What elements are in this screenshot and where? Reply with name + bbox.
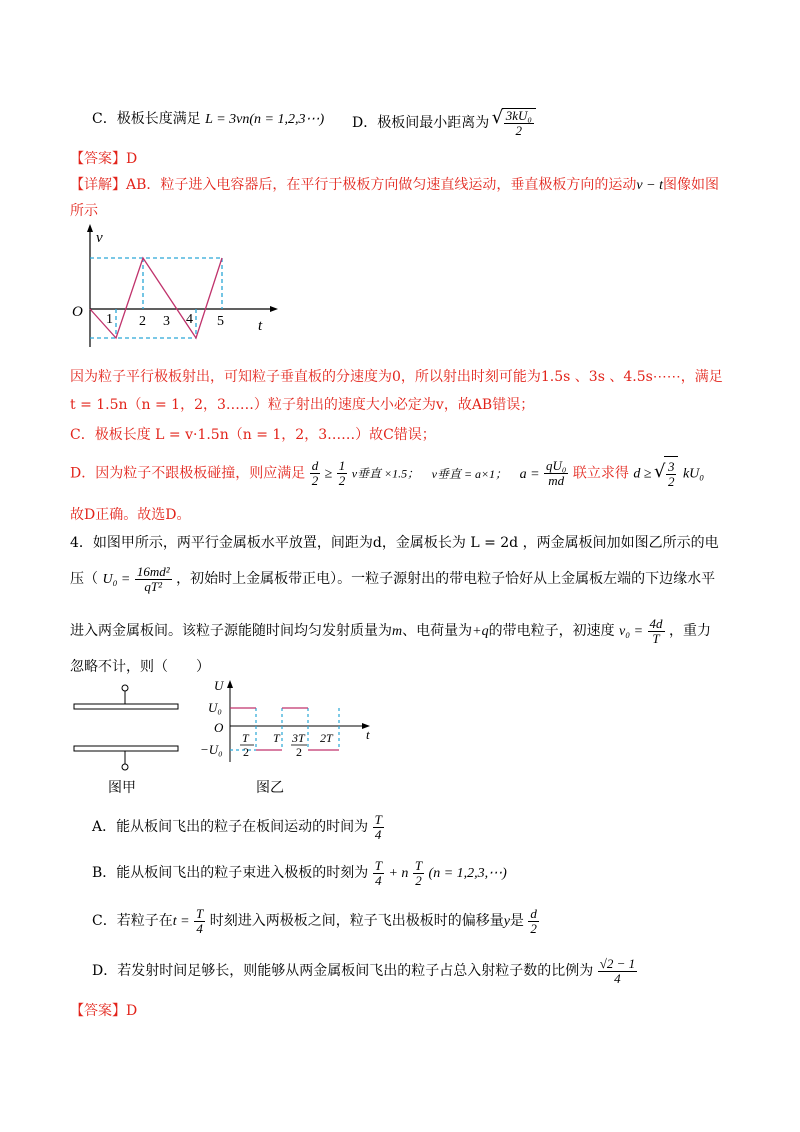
q4-option-a	[92, 810, 384, 844]
vt-tick-2: 2	[139, 314, 146, 329]
vt-o-label: O	[72, 304, 83, 320]
q4-optc-r-den: 2	[530, 920, 537, 936]
q3-d-a: a =	[519, 466, 540, 482]
q3-explain-d	[70, 456, 704, 492]
fig-b-voltage	[196, 676, 382, 806]
q3-explain-b: t = 1.5n（n = 1，2，3……）粒子射出的速度大小必定为v，故AB错误；	[70, 397, 535, 413]
q4-stem3-mid2: 的带电粒子，初速度	[488, 623, 615, 639]
q4-optc-num: T	[196, 905, 204, 921]
q3-d-ge: ≥	[324, 466, 333, 482]
q4-opta-den: 4	[374, 826, 382, 842]
q4-optd-den: 4	[614, 970, 621, 986]
q4-optb-f1-num: T	[374, 857, 382, 873]
q4-stem3-v0: v₀ =	[619, 624, 644, 639]
q3-optd-den: 2	[515, 123, 523, 138]
q4-optc-den: 4	[196, 920, 203, 936]
q4-stem3-num: 4d	[649, 615, 663, 631]
vt-tick-4: 4	[186, 312, 193, 327]
q3-explain-e: 故D正确。故选D。	[70, 507, 191, 523]
q4-option-d-text: D．若发射时间足够长，则能够从两金属板间飞出的粒子占总入射粒子数的比例为	[92, 963, 594, 979]
fig-a-caption: 图甲	[108, 781, 136, 796]
q4-stem2-u0: U₀ =	[102, 572, 131, 587]
q4-stem-2	[70, 562, 715, 597]
vt-y-arrow	[87, 224, 93, 232]
q4-stem2-num: 16md²	[136, 563, 170, 579]
fig-b-u-label: U	[214, 678, 224, 693]
q4-optb-f2-num: T	[414, 857, 423, 873]
q4-option-d	[92, 954, 637, 988]
q3-d-f1-den: 2	[311, 473, 319, 488]
q3-optd-num: √ 3kU₀	[505, 108, 532, 123]
q4-stem3-pre: 进入两金属板间。该粒子源能随时间均匀发射质量为	[70, 623, 392, 639]
q4-option-c	[92, 904, 539, 939]
q3-answer: 【答案】D	[70, 151, 138, 167]
q3-d-a-num: qU₀	[546, 458, 567, 473]
fig-b-tick-3t2-num: 3T	[292, 731, 305, 745]
q3-d-v: v垂直 = a×1；	[431, 466, 508, 481]
top-plate-terminal	[122, 685, 128, 691]
fig-b-tick-t2-den: 2	[243, 745, 249, 759]
q4-stem3-post: ，重力	[668, 623, 711, 639]
q3-d-res: d ≥	[633, 466, 652, 482]
fig-a-plates	[70, 682, 190, 802]
q4-option-c-text3: 是	[509, 913, 524, 929]
q4-stem2-post: ，初始时上金属板带正电）。一粒子源射出的带电粒子恰好从上金属板左端的下边缘水平	[176, 571, 716, 587]
q3-d-f2-den: 2	[338, 473, 346, 488]
q4-option-c-text1: C．若粒子在	[92, 913, 173, 929]
fig-b-u0-label: U₀	[208, 700, 222, 715]
q3-option-c-text: C．极板长度满足	[92, 111, 201, 127]
q4-optc-y: y	[503, 914, 510, 929]
bottom-plate	[74, 746, 178, 751]
vt-tick-1: 1	[106, 312, 113, 327]
vt-tick-5: 5	[217, 314, 224, 329]
q3-option-c	[92, 108, 324, 131]
q4-stem3-mid: 、电荷量为	[402, 623, 473, 639]
q3-detail-line2: 所示	[70, 203, 98, 219]
q4-optd-num: √2 − 1	[599, 955, 636, 971]
fig-b-tick-3t2-den: 2	[296, 745, 302, 759]
q3-d-res-tail: kU₀	[682, 466, 705, 482]
q3-detail-prefix: 【详解】	[70, 177, 126, 193]
q4-option-b	[92, 856, 507, 891]
q4-optb-f2-den: 2	[415, 872, 422, 888]
q3-detail-end: 图像如图	[662, 177, 719, 193]
vt-x-arrow	[270, 306, 278, 312]
vt-graph	[66, 222, 286, 352]
vt-t-label: t	[258, 318, 263, 334]
fig-b-tick-t: T	[273, 731, 280, 745]
bottom-plate-terminal	[122, 764, 128, 770]
q4-stem3-m: m	[392, 624, 403, 639]
q4-answer: 【答案】D	[70, 1003, 138, 1019]
q3-detail-line1	[70, 174, 719, 197]
q4-option-b-text: B．能从板间飞出的粒子束进入极板的时刻为	[92, 865, 369, 881]
q3-explain-a: 因为粒子平行极板射出，可知粒子垂直板的分速度为0，所以射出时刻可能为1.5s 、3s 、4.5s⋯⋯，满足	[70, 369, 723, 385]
fig-b-u-arrow	[227, 680, 233, 688]
q4-stem-3	[70, 614, 711, 649]
q4-stem2-pre: 压（	[70, 571, 98, 587]
q3-option-d	[352, 108, 536, 138]
q3-d-res-den: 2	[667, 473, 675, 489]
q3-d-f1-num: d	[311, 458, 319, 473]
fig-b-tick-2t: 2T	[320, 731, 333, 745]
q4-option-a-text: A．能从板间飞出的粒子在板间运动的时间为	[92, 819, 369, 835]
q4-stem2-den: qT²	[144, 578, 163, 594]
q4-optb-f1-den: 4	[375, 872, 382, 888]
vt-tick-3: 3	[163, 314, 170, 329]
top-plate	[74, 704, 178, 709]
q4-stem-4: 忽略不计，则（ ）	[70, 659, 210, 675]
q4-option-c-text2: 时刻进入两极板之间，粒子飞出极板时的偏移量	[209, 913, 504, 929]
q4-optb-plus: + n	[388, 866, 409, 881]
fig-b-t-label: t	[366, 727, 370, 742]
vt-v-label: v	[96, 230, 103, 246]
fig-b-caption: 图乙	[256, 781, 284, 796]
q3-d-res-num: √ 3	[667, 458, 675, 474]
q4-optc-t: t =	[172, 914, 190, 929]
fig-b-neg-u0-label: −U₀	[200, 742, 223, 757]
q3-option-c-formula: L = 3vn(n = 1,2,3⋯)	[205, 112, 325, 127]
fig-b-tick-t2-num: T	[242, 731, 249, 745]
q4-stem-1: 4．如图甲所示，两平行金属板水平放置，间距为d，金属板长为 L = 2d ，两金属板间加如图乙所示的电	[70, 535, 719, 551]
q4-optc-r-num: d	[530, 905, 537, 921]
q4-stem3-den: T	[652, 630, 660, 646]
q3-explain-c: C．极板长度 L = v·1.5n（n = 1，2，3……）故C错误；	[70, 427, 436, 443]
q4-optb-tail: (n = 1,2,3,⋯)	[428, 866, 507, 881]
q4-opta-num: T	[374, 811, 382, 827]
q3-detail-text: AB．粒子进入电容器后，在平行于极板方向做匀速直线运动，垂直极板方向的运动	[126, 177, 637, 193]
q3-d-a-den: md	[548, 473, 565, 488]
q4-stem3-q: +q	[472, 624, 489, 639]
q3-explain-d-prefix: D．因为粒子不跟极板碰撞，则应满足	[70, 465, 306, 482]
q3-option-d-text: D．极板间最小距离为	[352, 115, 490, 131]
q3-option-d-sqrt	[502, 108, 536, 138]
q3-d-join: 联立求得	[572, 465, 629, 482]
q3-d-f2-num: 1	[338, 458, 346, 473]
q3-d-mid: v垂直 ×1.5；	[351, 466, 420, 481]
q3-detail-vt: v − t	[636, 178, 663, 193]
fig-b-o-label: O	[214, 720, 224, 735]
